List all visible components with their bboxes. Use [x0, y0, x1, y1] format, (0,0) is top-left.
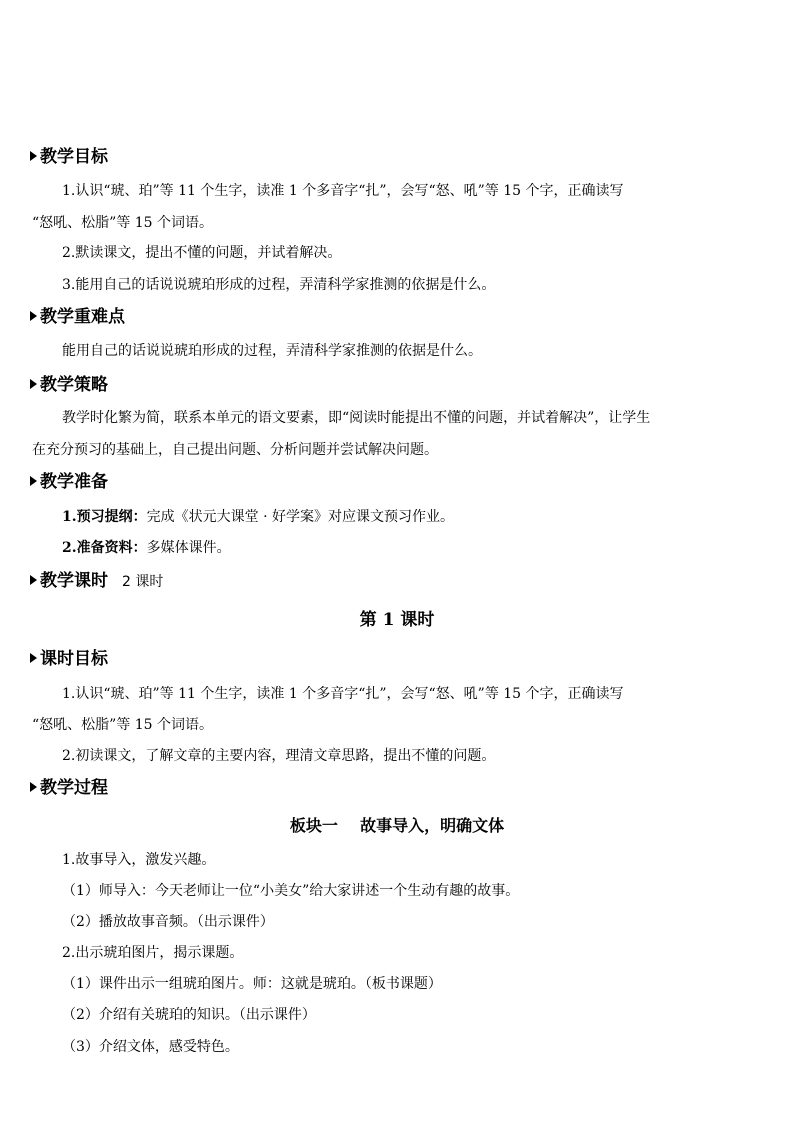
goal-item-3: 3.能用自己的话说说琥珀形成的过程，弄清科学家推测的依据是什么。: [62, 277, 496, 293]
step-2-b: （2）介绍有关琥珀的知识。（出示课件）: [62, 1007, 316, 1023]
lesson-goal-1-line-1: 1.认识“琥、珀”等 11 个生字，读准 1 个多音字“扎”，会写“怒、吼”等 15 个字，正确读写: [62, 686, 624, 702]
preparation-item-1: [62, 507, 454, 527]
block-1-title: 板块一 故事导入，明确文体: [289, 816, 505, 835]
process-heading: 教学过程: [30, 777, 108, 799]
preparation-item-1-label: 1.预习提纲：: [62, 509, 147, 525]
preparation-heading: 教学准备: [30, 471, 108, 493]
triangle-bullet-icon: [30, 653, 37, 663]
periods-value: 2 课时: [122, 574, 164, 590]
key-points-text: 能用自己的话说说琥珀形成的过程，弄清科学家推测的依据是什么。: [62, 343, 482, 359]
preparation-item-2-text: 多媒体课件。: [146, 540, 231, 556]
strategy-line-2: 在充分预习的基础上，自己提出问题、分析问题并尝试解决问题。: [32, 442, 438, 458]
lesson-1-title: 第 1 课时: [359, 610, 435, 630]
strategy-heading: 教学策略: [30, 374, 108, 396]
goal-item-2: 2.默读课文，提出不懂的问题，并试着解决。: [62, 245, 342, 261]
step-1: 1.故事导入，激发兴趣。: [62, 852, 216, 868]
preparation-item-2-label: 2.准备资料：: [62, 540, 147, 556]
key-points-heading: 教学重难点: [30, 306, 125, 328]
preparation-item-1-text: 完成《状元大课堂 · 好学案》对应课文预习作业。: [146, 509, 454, 525]
teaching-goals-heading: 教学目标: [30, 146, 108, 168]
goal-item-1-line-1: 1.认识“琥、珀”等 11 个生字，读准 1 个多音字“扎”，会写“怒、吼”等 15 个字，正确读写: [62, 183, 624, 199]
lesson-goal-2: 2.初读课文，了解文章的主要内容，理清文章思路，提出不懂的问题。: [62, 748, 496, 764]
triangle-bullet-icon: [30, 575, 37, 585]
triangle-bullet-icon: [30, 379, 37, 389]
triangle-bullet-icon: [30, 782, 37, 792]
triangle-bullet-icon: [30, 476, 37, 486]
goal-item-1-line-2: “怒吼、松脂”等 15 个词语。: [32, 215, 214, 231]
step-1-b: （2）播放故事音频。（出示课件）: [62, 914, 274, 930]
lesson-goals-heading: 课时目标: [30, 648, 108, 670]
step-2-a: （1）课件出示一组琥珀图片。师：这就是琥珀。（板书课题）: [62, 976, 442, 992]
triangle-bullet-icon: [30, 311, 37, 321]
preparation-item-2: [62, 538, 231, 558]
step-2-c: （3）介绍文体，感受特色。: [62, 1039, 239, 1055]
strategy-line-1: 教学时化繁为简，联系本单元的语文要素，即“阅读时能提出不懂的问题，并试着解决”，让学生: [62, 410, 651, 426]
triangle-bullet-icon: [30, 151, 37, 161]
step-1-a: （1）师导入：今天老师让一位“小美女”给大家讲述一个生动有趣的故事。: [62, 883, 520, 899]
lesson-goal-1-line-2: “怒吼、松脂”等 15 个词语。: [32, 717, 214, 733]
step-2: 2.出示琥珀图片，揭示课题。: [62, 945, 244, 961]
periods-heading: 教学课时 2 课时: [30, 570, 163, 593]
